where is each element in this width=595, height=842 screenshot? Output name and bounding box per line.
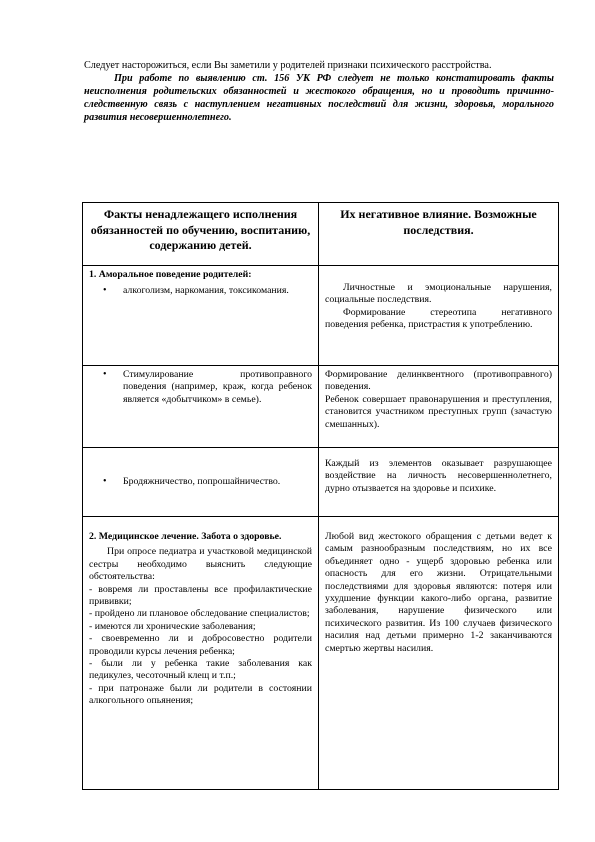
list-item: - вовремя ли проставлены все профилактические прививки; — [89, 583, 312, 608]
row3-bullet-text: Бродяжничество, попрошайничество. — [123, 475, 281, 487]
row1-title: 1. Аморальное поведение родителей: — [89, 269, 252, 280]
list-item — [103, 369, 312, 406]
row4-right-text: Любой вид жестокого обращения с детьми ведет к самым разнообразным последствиям, но их все объединяет одно - ущерб здоровью ребенка или опасность для его жизни. Отрицательными последствиями для здоровья являются: потеря или ухудшение функции какого-либо органа, развитие заболевания, нарушение физического или психического развития. Из 100 случаев физического насилия над детьми примерно 1-2 заканчиваются смертью жертвы насилия. — [325, 531, 552, 654]
list-item: - были ли у ребенка такие заболевания как педикулез, чесоточный клещ и т.п.; — [89, 658, 312, 682]
bullet-icon: • — [103, 475, 107, 487]
facts-table — [82, 202, 559, 790]
list-item: - своевременно ли и добросовестно родители проводили курсы лечения ребенка; — [89, 633, 312, 657]
bullet-icon: • — [103, 285, 107, 297]
table-header-row — [83, 203, 559, 266]
row2-right-p1: Формирование делинквентного (противоправного) поведения. — [325, 369, 552, 393]
row2-left — [83, 366, 319, 448]
header-left-text: Факты ненадлежащего исполнения обязанностей по обучению, воспитанию, содержанию детей. — [90, 207, 311, 252]
row2-list — [89, 369, 312, 406]
header-left — [83, 203, 319, 266]
row1-list — [89, 285, 312, 297]
row1-right-p2: Формирование стереотипа негативного поведения ребенка, пристрастия к употреблению. — [325, 306, 552, 331]
bullet-icon: • — [103, 369, 107, 380]
row1-right-p1: Личностные и эмоциональные нарушения, социальные последствия. — [325, 282, 552, 306]
list-item — [103, 285, 312, 297]
row1-left — [83, 266, 319, 366]
header-right-text: Их негативное влияние. Возможные последствия. — [340, 207, 537, 237]
table-row — [83, 448, 559, 517]
row3-left — [83, 448, 319, 517]
row3-right — [319, 448, 559, 517]
row1-bullet-text: алкоголизм, наркомания, токсикомания. — [123, 285, 289, 297]
row3-list — [89, 476, 312, 488]
list-item — [103, 475, 312, 488]
row4-title: 2. Медицинское лечение. Забота о здоровье. — [89, 531, 282, 542]
table-row — [83, 366, 559, 448]
list-item: - пройдено ли плановое обследование специалистов; — [89, 608, 310, 620]
row3-right-text: Каждый из элементов оказывает разрушающее воздействие на личность несовершеннолетнего, дурно отызвается на здоровье и психике. — [325, 458, 552, 494]
table-row — [83, 517, 559, 790]
row4-right — [319, 517, 559, 790]
intro-block — [84, 59, 554, 124]
header-right — [319, 203, 559, 266]
row2-right-p2: Ребенок совершает правонарушения и преступления, становится участником преступных групп (зачастую смешанных). — [325, 393, 552, 430]
row2-bullet-text: Стимулирование противоправного поведения (например, краж, когда ребенок является «добытчиком» в семье). — [123, 369, 312, 405]
row4-left — [83, 517, 319, 790]
intro-paragraph-1: Следует насторожиться, если Вы заметили у родителей признаки психического расстройства. — [84, 60, 492, 71]
intro-paragraph-2: При работе по выявлению ст. 156 УК РФ следует не только констатировать факты неисполнения родительских обязанностей и жестокого обращения, но и проводить причинно-следственную связь с наступлением негативных последствий для жизни, здоровья, морального развития несовершеннолетнего. — [84, 73, 554, 123]
row2-right — [319, 366, 559, 448]
row1-right — [319, 266, 559, 366]
row4-intro: При опросе педиатра и участковой медицинской сестры необходимо выяснить следующие обстоятельства: — [89, 546, 312, 583]
list-item: - имеются ли хронические заболевания; — [89, 620, 256, 632]
list-item: - при патронаже были ли родители в состоянии алкогольного опьянения; — [89, 682, 312, 707]
table-row — [83, 266, 559, 366]
